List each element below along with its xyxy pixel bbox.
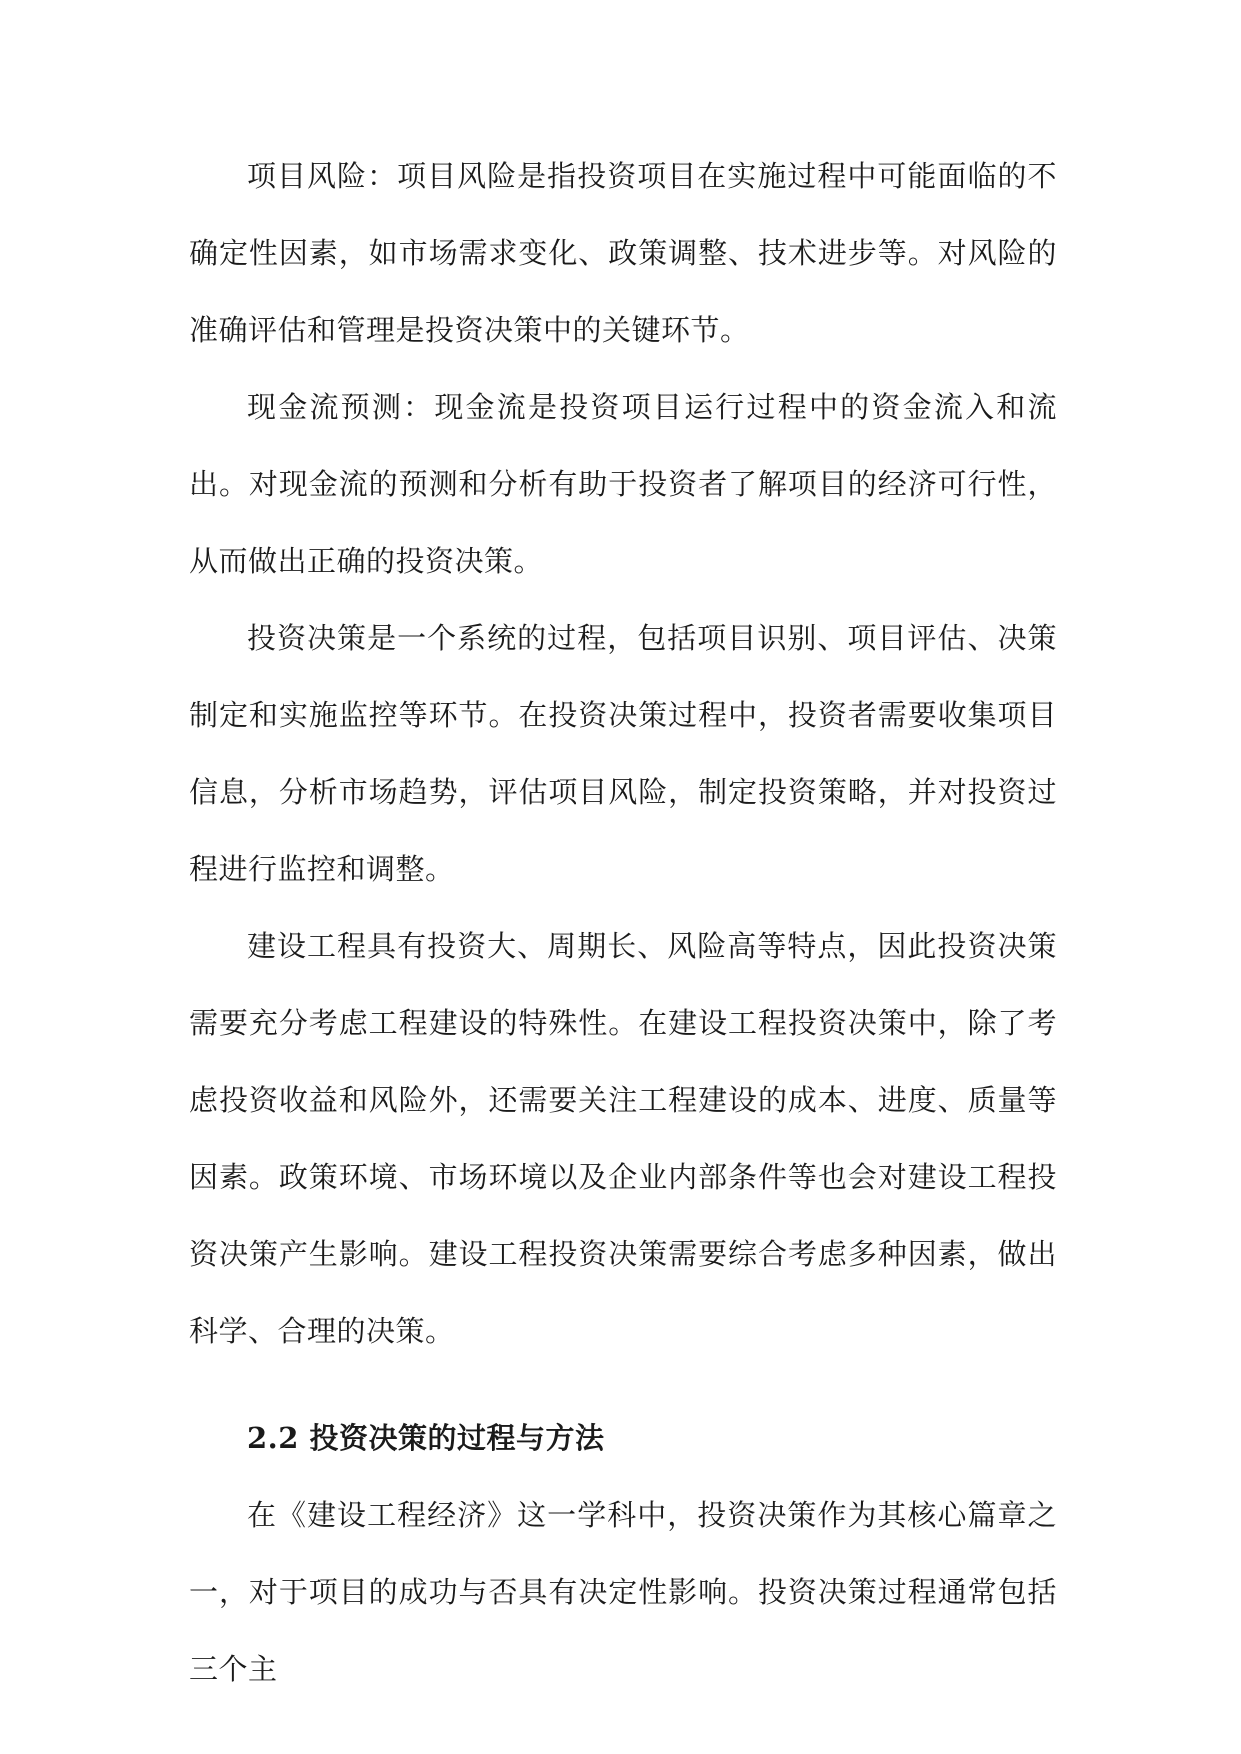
- paragraph-decision-process: 投资决策是一个系统的过程，包括项目识别、项目评估、决策制定和实施监控等环节。在投资决策过程中，投资者需要收集项目信息，分析市场趋势，评估项目风险，制定投资策略，并对投资过程进行监控和调整。: [189, 621, 1057, 886]
- section-heading: 2.2 投资决策的过程与方法: [247, 1421, 605, 1455]
- paragraph-cash-flow: 现金流预测：现金流是投资项目运行过程中的资金流入和流出。对现金流的预测和分析有助于投资者了解项目的经济可行性，从而做出正确的投资决策。: [189, 390, 1057, 578]
- document-body: [189, 138, 1057, 1708]
- paragraph-project-risk: 项目风险：项目风险是指投资项目在实施过程中可能面临的不确定性因素，如市场需求变化、政策调整、技术进步等。对风险的准确评估和管理是投资决策中的关键环节。: [189, 159, 1057, 347]
- paragraph-section-intro: 在《建设工程经济》这一学科中，投资决策作为其核心篇章之一，对于项目的成功与否具有决定性影响。投资决策过程通常包括三个主: [189, 1498, 1057, 1686]
- paragraph-construction-features: 建设工程具有投资大、周期长、风险高等特点，因此投资决策需要充分考虑工程建设的特殊性。在建设工程投资决策中，除了考虑投资收益和风险外，还需要关注工程建设的成本、进度、质量等因素。政策环境、市场环境以及企业内部条件等也会对建设工程投资决策产生影响。建设工程投资决策需要综合考虑多种因素，做出科学、合理的决策。: [189, 929, 1057, 1348]
